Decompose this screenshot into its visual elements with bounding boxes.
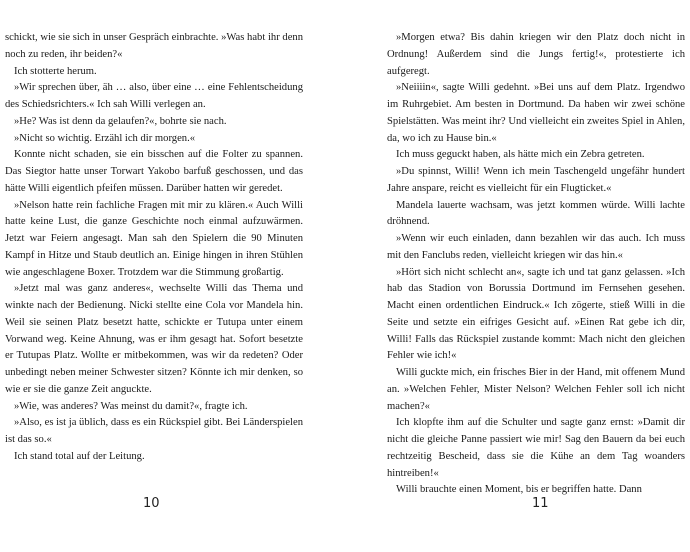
paragraph: »Nicht so wichtig. Erzähl ich dir morgen.« xyxy=(14,132,196,144)
paragraph: »Also, es ist ja üblich, dass es ein Rückspiel gibt. Bei Länderspielen ist das so.« xyxy=(5,417,303,445)
paragraph: »Neiiiin«, sagte Willi gedehnt. »Bei uns auf dem Platz. Irgendwo im Ruhrgebiet. Am besten in Dortmund. Da haben wir zwei schöne Spielstätten. Was meint ihr? Und vielleicht ein zweites Spiel in Ahlen, da, wo ich zu Hause bin.« xyxy=(387,82,685,144)
paragraph: »Wir sprechen über, äh … also, über eine … eine Fehlentscheidung des Schiedsrichters.« Ich sah Willi verlegen an. xyxy=(5,82,303,110)
paragraph: Mandela lauerte wachsam, was jetzt kommen würde. Willi lachte dröhnend. xyxy=(387,199,685,228)
paragraph: Ich stotterte herum. xyxy=(14,65,97,77)
paragraph: Willi guckte mich, ein frisches Bier in der Hand, mit offenem Mund an. »Welchen Fehler, Mister Nelson? Welchen Fehler soll ich nicht machen?« xyxy=(387,367,685,412)
left-page-text xyxy=(5,30,303,466)
paragraph: »Jetzt mal was ganz anderes«, wechselte Willi das Thema und winkte nach der Bedienung. Nicki stellte eine Cola vor Mandela hin. Weil sie seinen Platz besetzt hatte, schickte er Tutupa unter einem Vorwand weg. Keine Ahnung, was er ihm gesagt hat. Sofort besetzte er Tutupas Platz. Wollte er mitbekommen, was wir da redeten? Oder unbedingt neben meiner Schwester sitzen? Könnte ich mir denken, so wie er sie die ganze Zeit anguckte. xyxy=(5,283,303,395)
paragraph: »Wenn wir euch einladen, dann bezahlen wir das auch. Ich muss mit den Fanclubs reden, vielleicht kriegen wir das hin.« xyxy=(387,233,685,261)
paragraph: schickt, wie sie sich in unser Gespräch einbrachte. »Was habt ihr denn noch zu reden, ihr beiden?« xyxy=(5,32,303,60)
paragraph: »Morgen etwa? Bis dahin kriegen wir den Platz doch nicht in Ordnung! Außerdem sind die Jungs fertig!«, protestierte ich aufgeregt. xyxy=(387,32,685,77)
paragraph: Ich stand total auf der Leitung. xyxy=(14,450,145,462)
paragraph: »Wie, was anderes? Was meinst du damit?«, fragte ich. xyxy=(14,400,248,412)
paragraph: »He? Was ist denn da gelaufen?«, bohrte sie nach. xyxy=(14,115,227,127)
paragraph: »Du spinnst, Willi! Wenn ich mein Taschengeld ungefähr hundert Jahre anspare, reicht es vielleicht für ein Flugticket.« xyxy=(387,166,685,194)
paragraph: Ich klopfte ihm auf die Schulter und sagte ganz ernst: »Damit dir nicht die gleiche Panne passiert wie mir! Sag den Bauern da bei euch rechtzeitig Bescheid, dass sie die Kühe an dem Tag woanders hintreiben!« xyxy=(387,417,685,479)
page-number-right: 11 xyxy=(532,496,549,511)
right-page-text xyxy=(387,30,685,499)
page-number-left: 10 xyxy=(143,496,160,511)
paragraph: Willi brauchte einen Moment, bis er begriffen hatte. Dann xyxy=(396,484,642,496)
paragraph: Konnte nicht schaden, sie ein bisschen auf die Folter zu spannen. Das Siegtor hatte unser Torwart Yakobo barfuß geschossen, und das hätte Willi eigentlich pfeifen müssen. Darüber hatten wir geredet. xyxy=(5,149,303,194)
paragraph: »Hört sich nicht schlecht an«, sagte ich und tat ganz gelassen. »Ich hab das Stadion von Borussia Dortmund im Fernsehen gesehen. Macht einen ordentlichen Eindruck.« Ich zögerte, stieß Willi in die Seite und setzte ein eifriges Gesicht auf. »Einen Rat gebe ich dir, Willi! Falls das Rückspiel zustande kommt: Mach nicht den gleichen Fehler wie ich!« xyxy=(387,266,685,362)
paragraph: Ich muss geguckt haben, als hätte mich ein Zebra getreten. xyxy=(396,149,645,161)
paragraph: »Nelson hatte rein fachliche Fragen mit mir zu klären.« Auch Willi hatte keine Lust, die ganze Geschichte noch einmal aufzuwärmen. Jetzt war Feiern angesagt. Man sah den Spielern die 90 Minuten Kampf in Hitze und Staub deutlich an. Einige hingen in ihren Stühlen wie angeschlagene Boxer. Trotzdem war die Stimmung großartig. xyxy=(5,199,303,278)
